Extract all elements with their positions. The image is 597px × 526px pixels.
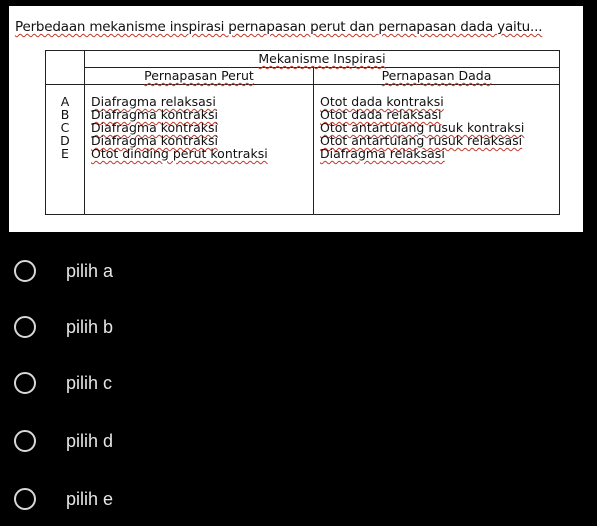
- column-header-perut: [85, 68, 314, 85]
- row-letter: C: [60, 120, 70, 135]
- dada-cell: Otot dada relaksasi: [320, 107, 442, 122]
- radio-unchecked-icon[interactable]: [14, 372, 36, 394]
- table-corner-cell: [46, 51, 85, 85]
- table-body-row: [46, 85, 560, 215]
- option-label[interactable]: pilih d: [66, 430, 114, 451]
- radio-unchecked-icon[interactable]: [14, 316, 36, 338]
- row-letter: A: [60, 94, 70, 109]
- dada-cells: [314, 85, 560, 215]
- radio-unchecked-icon[interactable]: [14, 488, 36, 510]
- column-header-dada: [314, 68, 560, 85]
- row-letter: D: [60, 133, 70, 148]
- option-d[interactable]: [14, 429, 113, 453]
- column-header-dada-label: Pernapasan Dada: [381, 68, 492, 83]
- table-group-header: [85, 51, 560, 68]
- column-header-perut-label: Pernapasan Perut: [144, 68, 254, 83]
- radio-unchecked-icon[interactable]: [14, 260, 36, 282]
- option-label[interactable]: pilih a: [66, 260, 114, 281]
- dada-cell: Diafragma relaksasi: [320, 146, 445, 161]
- option-label[interactable]: pilih c: [66, 372, 113, 393]
- dada-cell: Otot dada kontraksi: [320, 94, 444, 109]
- dada-cell-row: [320, 147, 559, 160]
- option-c[interactable]: [14, 371, 112, 395]
- dada-cell: Otot antartulang rusuk relaksasi: [320, 133, 523, 148]
- option-label[interactable]: pilih e: [66, 488, 114, 509]
- perut-cell: Diafragma relaksasi: [91, 94, 216, 109]
- question-image: [9, 6, 583, 232]
- dada-cell: Otot antartulang rusuk kontraksi: [320, 120, 525, 135]
- perut-cell-row: [91, 147, 313, 160]
- row-letter: E: [61, 146, 69, 161]
- mechanism-table: [45, 50, 560, 215]
- option-e[interactable]: [14, 487, 113, 511]
- option-b[interactable]: [14, 315, 113, 339]
- row-letter: B: [60, 107, 70, 122]
- group-header-label: Mekanisme Inspirasi: [258, 51, 386, 66]
- table-group-header-row: [46, 51, 560, 68]
- perut-cells: [85, 85, 314, 215]
- perut-cell: Diafragma kontraksi: [91, 120, 218, 135]
- perut-cell: Diafragma kontraksi: [91, 107, 218, 122]
- question-text: Perbedaan mekanisme inspirasi pernapasan perut dan pernapasan dada yaitu...: [15, 19, 543, 35]
- row-letters-cell: [46, 85, 85, 215]
- perut-cell: Diafragma kontraksi: [91, 133, 218, 148]
- table-column-header-row: [46, 68, 560, 85]
- option-a[interactable]: [14, 259, 113, 283]
- perut-cell: Otot dinding perut kontraksi: [91, 146, 268, 161]
- option-label[interactable]: pilih b: [66, 316, 114, 337]
- radio-unchecked-icon[interactable]: [14, 430, 36, 452]
